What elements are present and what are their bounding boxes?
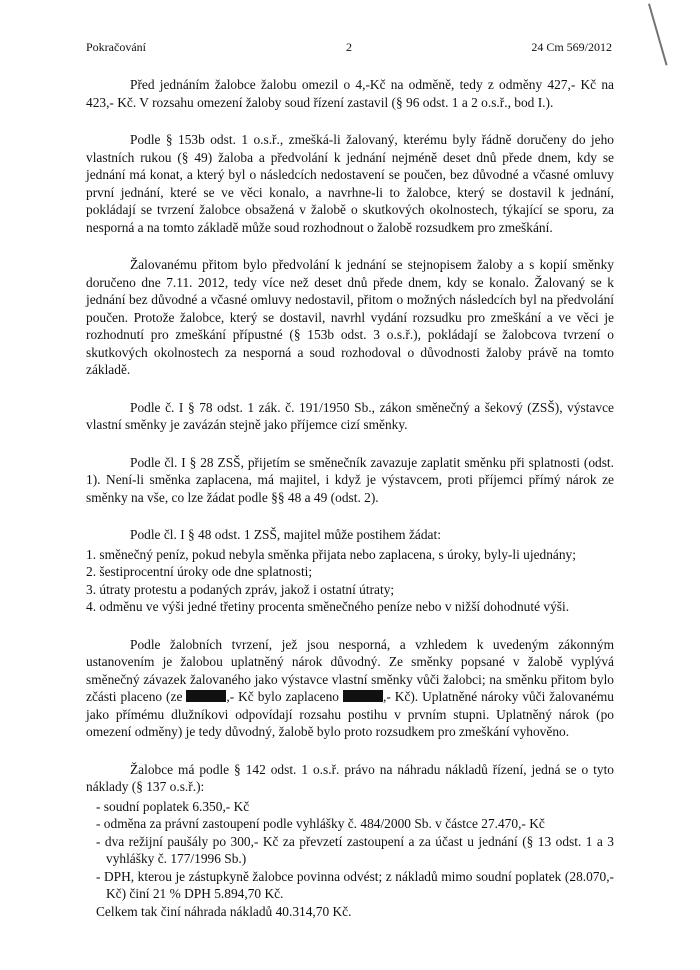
list-item: 3. útraty protestu a podaných zpráv, jakož i ostatní útraty;	[86, 581, 395, 597]
list-item: 1. směnečný peníz, pokud nebyla směnka přijata nebo zaplacena, s úroky, byly-li ujednány;	[86, 546, 576, 562]
claim-text-part-2: ,- Kč bylo zaplaceno	[226, 689, 339, 704]
paragraph-153b-provision: Podle § 153b odst. 1 o.s.ř., zmešká-li žalovaný, kterému byly řádně doručeny do jeho vlastních rukou (§ 49) žaloba a předvolání k jednání nejméně deset dnů přede dnem, kdy se jednání má konat, a který byl o následcích nedostavení se poučen, bez důvodné a včasné omluvy první jednání, které se ve věci konalo, a navrhne-li to žalobce, který se dostavil k jednání, pokládají se tvrzení žalobce obsažená v žalobě o skutkových okolnostech, týkající se sporu, za nesporná a na tomto základě může soud rozhodnout o žalobě rozsudkem pro zmeškání.	[86, 132, 614, 235]
list-item: - soudní poplatek 6.350,- Kč	[96, 798, 250, 814]
claim-text-part-3: ,- Kč). Uplatněné nároky vůči žalovanému jako přímému dlužníkovi odpovídají rozsahu postihu v prvním stupni. Uplatněný nárok (po omezení odměny) je tedy důvodný, žalobě bylo proto rozsudkem pro zmeškání vyhověno.	[86, 689, 614, 739]
list-item: - dva režijní paušály po 300,- Kč za převzetí zastoupení a za účast u jednání (§ 13 odst. 1 a 3 vyhlášky č. 177/1996 Sb.)	[96, 833, 614, 866]
list-item: - DPH, kterou je zástupkyně žalobce povinna odvést; z nákladů mimo soudní poplatek (28.070,- Kč) činí 21 % DPH 5.894,70 Kč.	[96, 868, 614, 901]
costs-list	[86, 798, 614, 903]
paragraph-costs-intro: Žalobce má podle § 142 odst. 1 o.s.ř. právo na náhradu nákladů řízení, jedná se o tyto náklady (§ 137 o.s.ř.):	[86, 761, 614, 794]
redaction-block	[343, 690, 383, 702]
list-item: 2. šestiprocentní úroky ode dne splatnosti;	[86, 564, 313, 579]
paragraph-article-28: Podle čl. I § 28 ZSŠ, přijetím se směnečník zavazuje zaplatit směnku při splatnosti (odst. 1). Není-li směnka zaplacena, má majitel, i když je výstavcem, proti příjemci přímý nárok ze směnky na vše, co lze žádat podle §§ 48 a 49 (odst. 2).	[86, 454, 614, 505]
page-header	[86, 40, 612, 58]
header-continuation: Pokračování	[86, 40, 146, 54]
list-item: - odměna za právní zastoupení podle vyhlášky č. 484/2000 Sb. v částce 27.470,- Kč	[96, 816, 545, 831]
document-body	[86, 76, 614, 920]
postih-list	[86, 546, 614, 616]
header-page-number: 2	[346, 40, 352, 54]
list-item: 4. odměnu ve výši jedné třetiny procenta směnečného peníze nebo v nižší dohodnuté výši.	[86, 599, 570, 614]
paragraph-article-78: Podle č. I § 78 odst. 1 zák. č. 191/1950 Sb., zákon směnečný a šekový (ZSŠ), výstavce vlastní směnky je zavázán stejně jako příjemce cizí směnky.	[86, 399, 614, 432]
claim-text-part-1: Podle žalobních tvrzení, jež jsou nesporná, a vzhledem k uvedeným zákonným ustanovením je žalobou uplatněný nárok důvodný. Ze směnky popsané v žalobě vyplývá směnečný závazek žalovaného jako výstavce vlastní směnky vůči žalobci; na směnku přitom bylo zčásti placeno (ze	[86, 636, 614, 704]
scan-artifact-line	[648, 3, 668, 65]
paragraph-article-48: Podle čl. I § 48 odst. 1 ZSŠ, majitel může postihem žádat:	[130, 527, 441, 542]
costs-total: Celkem tak činí náhrada nákladů 40.314,70 Kč.	[96, 903, 352, 919]
paragraph-claim-reduction: Před jednáním žalobce žalobu omezil o 4,-Kč na odměně, tedy z odměny 427,- Kč na 423,- Kč. V rozsahu omezení žaloby soud řízení zastavil (§ 96 odst. 1 a 2 o.s.ř., bod I.).	[86, 77, 614, 110]
redaction-block	[186, 690, 226, 702]
header-case-number: 24 Cm 569/2012	[531, 40, 612, 54]
paragraph-defendant-summons: Žalovanému přitom bylo předvolání k jednání se stejnopisem žaloby a s kopií směnky doručeno dne 7.11. 2012, tedy více než deset dnů přede dnem, kdy se konalo. Žalovaný se k jednání bez důvodné a včasné omluvy nedostavil, přitom o možných následcích byl na předvolání poučen. Protože žalobce, který se dostavil, navrhl vydání rozsudku pro zmeškání a ve věci je rozhodnutí pro zmeškání přípustné (§ 153b odst. 3 o.s.ř.), pokládají se žalobcova tvrzení o skutkových okolnostech za nesporná a soud rozhodoval o důvodnosti žaloby právě na tomto základě.	[86, 257, 614, 377]
paragraph-claim-justified	[86, 636, 614, 741]
